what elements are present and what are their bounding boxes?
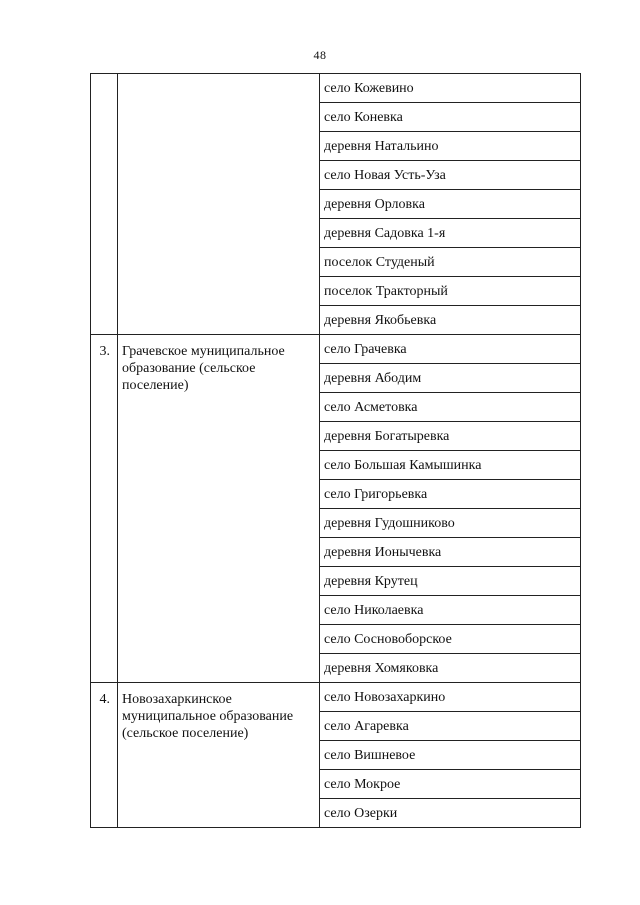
settlement-name: село Озерки [320,799,581,828]
municipality-number: 3. [91,335,118,683]
settlement-name: село Коневка [320,103,581,132]
settlement-name: деревня Крутец [320,567,581,596]
settlement-name: село Большая Камышинка [320,451,581,480]
municipality-name [118,74,320,335]
settlement-name: село Сосновоборское [320,625,581,654]
settlement-name: село Новозахаркино [320,683,581,712]
settlement-name: деревня Богатыревка [320,422,581,451]
settlement-name: поселок Тракторный [320,277,581,306]
settlement-name: деревня Садовка 1-я [320,219,581,248]
page-number: 48 [313,48,327,62]
municipality-number [91,74,118,335]
settlement-name: село Агаревка [320,712,581,741]
settlement-name: деревня Якобьевка [320,306,581,335]
settlement-name: деревня Ионычевка [320,538,581,567]
settlement-name: деревня Орловка [320,190,581,219]
table-row [91,74,581,103]
settlement-name: поселок Студеный [320,248,581,277]
table-row [91,335,581,364]
settlement-name: деревня Хомяковка [320,654,581,683]
settlement-name: село Вишневое [320,741,581,770]
settlement-name: село Кожевино [320,74,581,103]
settlement-name: деревня Натальино [320,132,581,161]
municipality-number: 4. [91,683,118,828]
settlement-name: деревня Абодим [320,364,581,393]
settlement-name: село Новая Усть-Уза [320,161,581,190]
settlement-name: село Григорьевка [320,480,581,509]
settlement-name: село Грачевка [320,335,581,364]
municipality-name: Новозахаркинское муниципальное образование (сельское поселение) [118,683,320,828]
settlement-name: село Николаевка [320,596,581,625]
table-row [91,683,581,712]
settlement-name: село Мокрое [320,770,581,799]
municipality-name: Грачевское муниципальное образование (сельское поселение) [118,335,320,683]
settlement-name: деревня Гудошниково [320,509,581,538]
settlements-table [90,73,581,828]
table-body [91,74,581,828]
settlement-name: село Асметовка [320,393,581,422]
